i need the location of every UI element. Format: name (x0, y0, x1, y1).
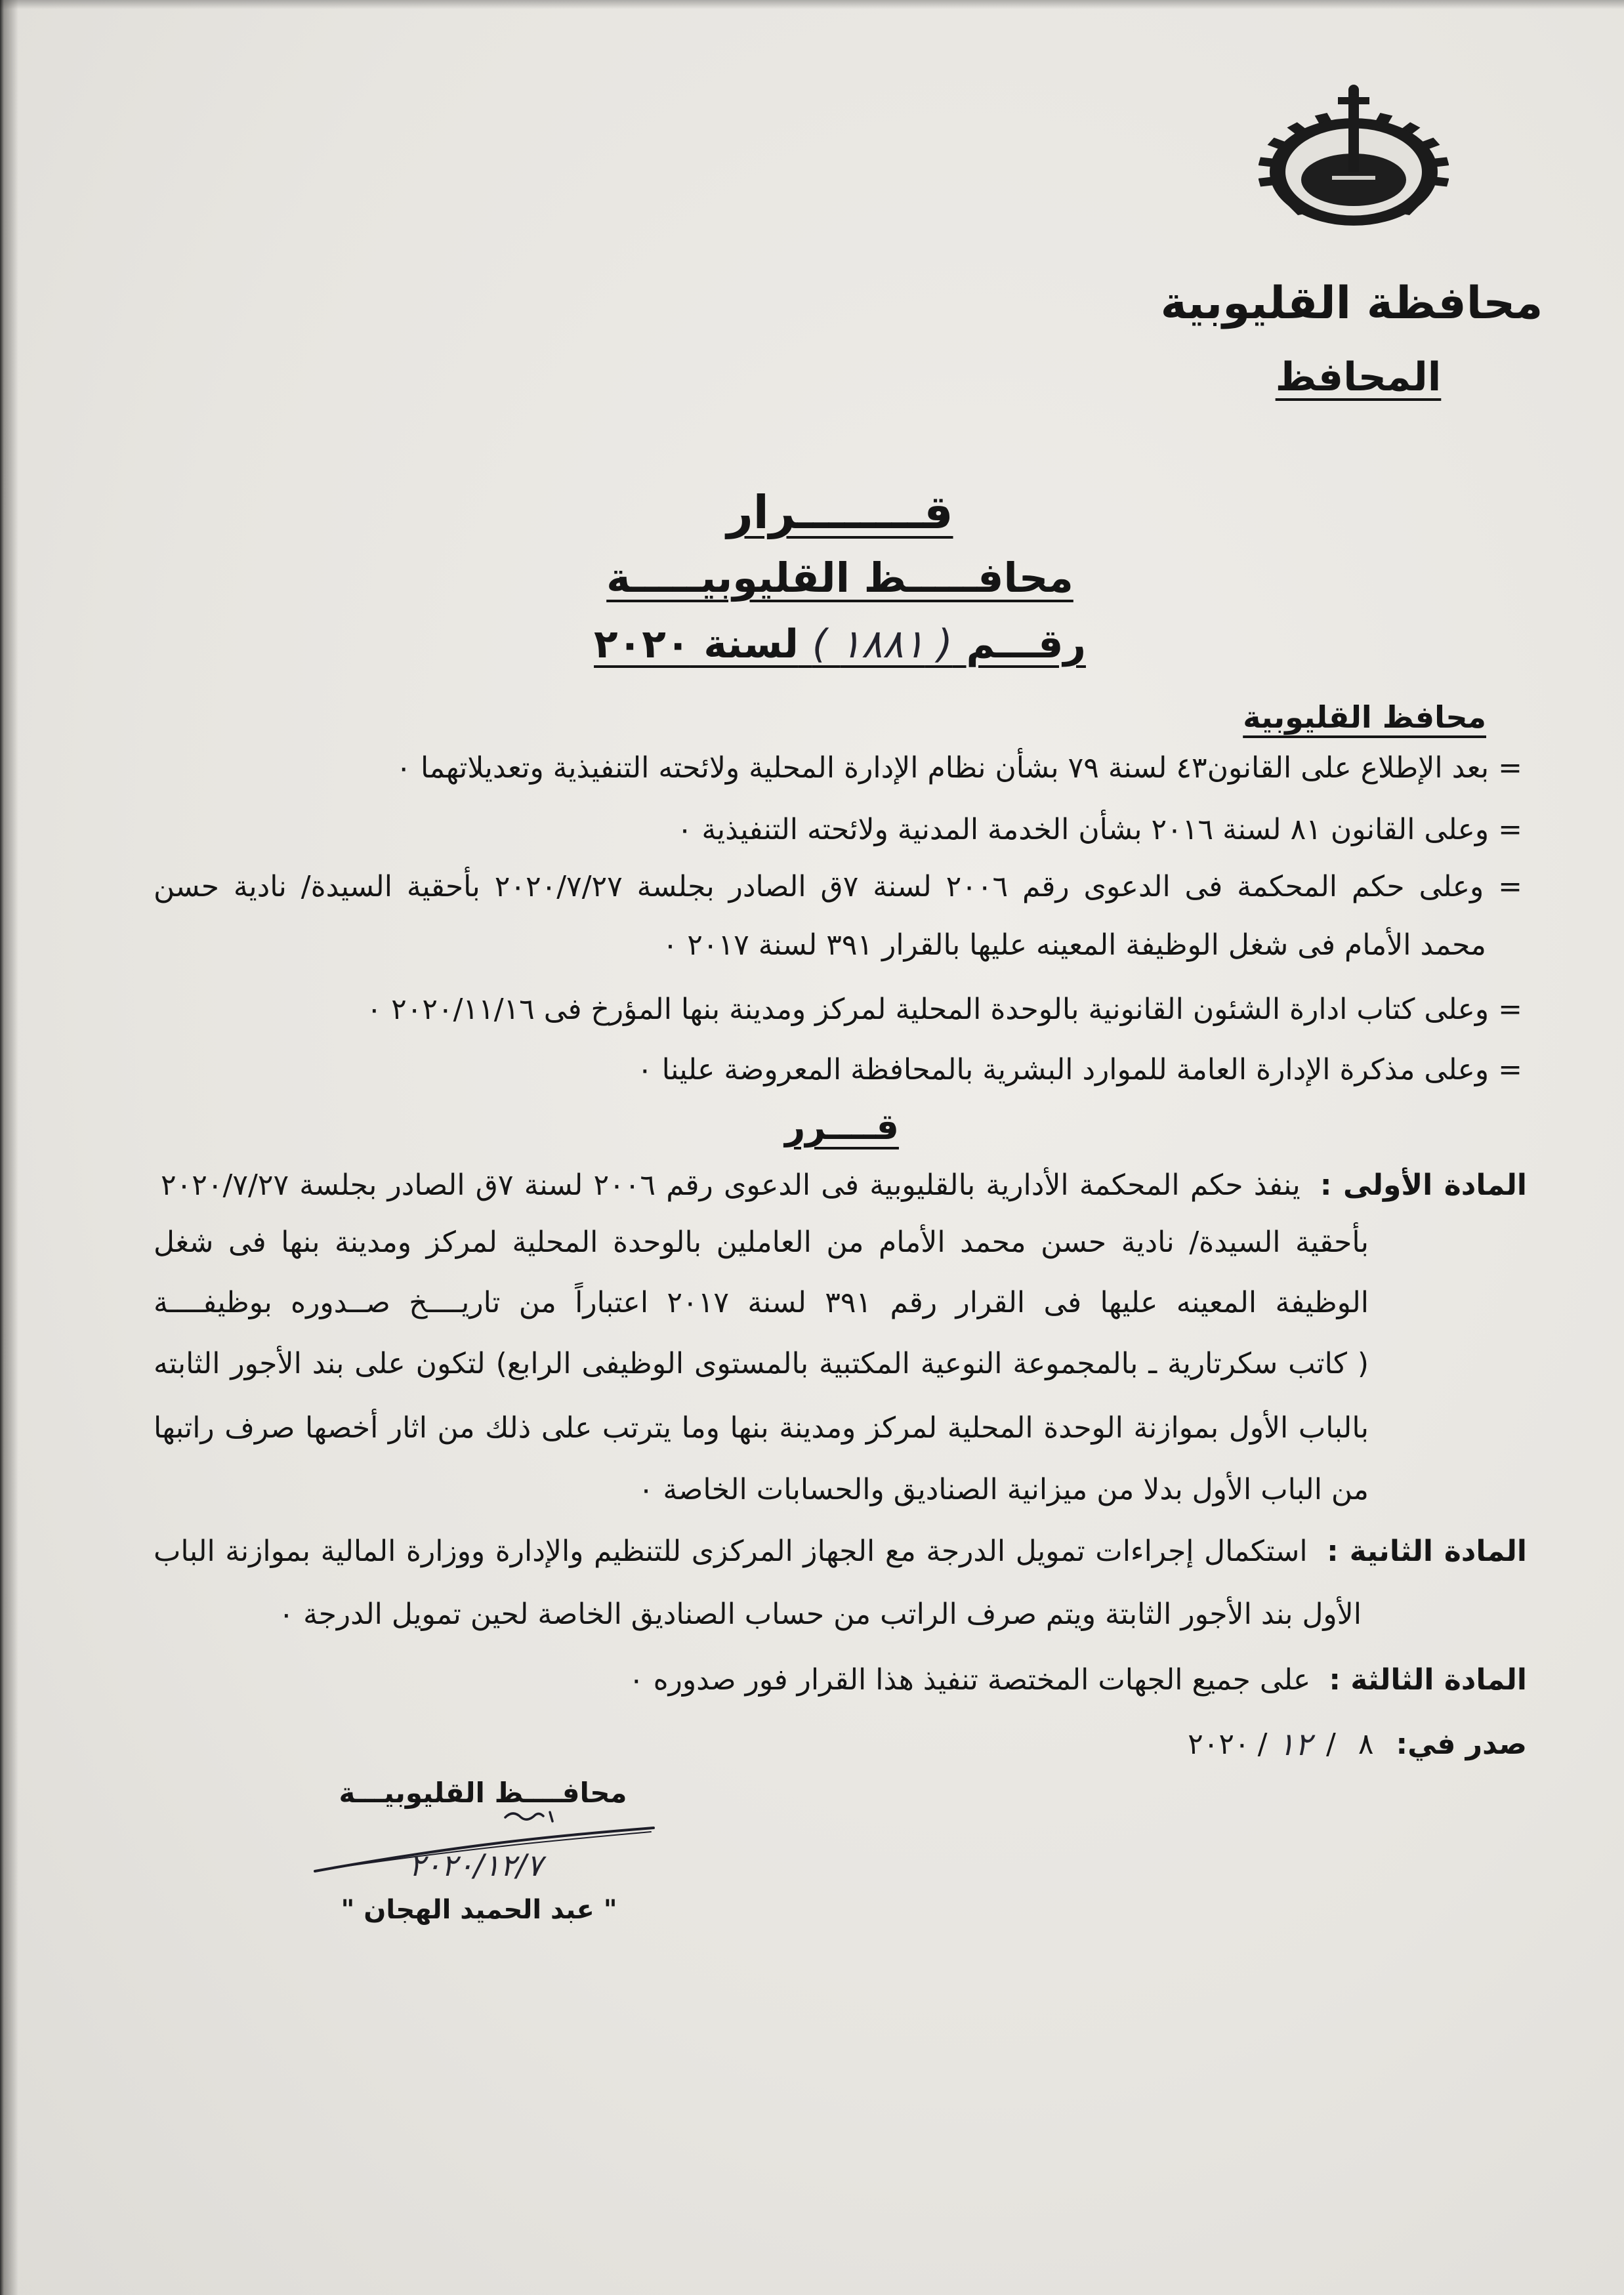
article-3-text: على جميع الجهات المختصة تنفيذ هذا القرار فور صدوره ٠ (629, 1663, 1311, 1697)
signature-date: ٢٠٢٠/١٢/٧ (409, 1848, 543, 1883)
decision-year: لسنة ٢٠٢٠ (594, 621, 799, 667)
article-2-text: استكمال إجراءات تمويل الدرجة مع الجهاز المركزى للتنظيم والإدارة ووزارة المالية بموازنة الباب (154, 1535, 1308, 1568)
preamble-item: = وعلى مذكرة الإدارة العامة للموارد البشرية بالمحافظة المعروضة علينا ٠ (637, 1053, 1522, 1086)
issue-date-label: صدر في: (1396, 1727, 1527, 1761)
issuer-title: محافـــــظ القليوبيـــــة (606, 554, 1073, 602)
issue-month: ١٢ (1278, 1726, 1312, 1763)
article-1-text: ( كاتب سكرتارية ـ بالمجموعة النوعية المكتبية بالمستوى الوظيفى الرابع) لتكون على بند الأجور الثابته (154, 1347, 1369, 1380)
article-1-line (161, 1163, 1527, 1209)
governorate-emblem-icon (1259, 84, 1449, 228)
governorate-title: محافظة القليوبية (1160, 278, 1543, 329)
preamble-item: = وعلى القانون ٨١ لسنة ٢٠١٦ بشأن الخدمة المدنية ولائحته التنفيذية ٠ (677, 813, 1522, 846)
signatory-title: محافــــظ القليوبيـــة (339, 1777, 627, 1809)
article-1-text: ينفذ حكم المحكمة الأدارية بالقليوبية فى الدعوى رقم ٢٠٠٦ لسنة ٧ق الصادر بجلسة ٢٠٢٠/٧/٢٧ (161, 1168, 1301, 1202)
article-1-label: المادة الأولى : (1320, 1168, 1527, 1202)
preamble-item: = وعلى كتاب ادارة الشئون القانونية بالوحدة المحلية لمركز ومدينة بنها المؤرخ فى ٢٠٢٠/١١/١٦ ٠ (366, 993, 1522, 1026)
decided-heading: قــــرر (785, 1106, 899, 1148)
date-separator: / (1326, 1727, 1336, 1761)
article-2-line (154, 1529, 1527, 1575)
issue-day: ٨ (1358, 1727, 1374, 1761)
article-3-line (161, 1657, 1527, 1703)
preamble-item-continuation: محمد الأمام فى شغل الوظيفة المعينه عليها بالقرار ٣٩١ لسنة ٢٠١٧ ٠ (662, 928, 1486, 962)
article-1-text: من الباب الأول بدلا من ميزانية الصناديق والحسابات الخاصة ٠ (638, 1473, 1369, 1506)
preamble-item: = بعد الإطلاع على القانون٤٣ لسنة ٧٩ بشأن نظام الإدارة المحلية ولائحته التنفيذية وتعديلاتهما ٠ (396, 751, 1522, 785)
decision-title: قــــــــرار (726, 486, 953, 539)
article-3-label: المادة الثالثة : (1329, 1663, 1527, 1697)
preamble-heading: محافظ القليوبية (1243, 699, 1486, 735)
article-1-text: بالباب الأول بموازنة الوحدة المحلية لمركز ومدينة بنها وما يترتب على ذلك من اثار أخصها صرف راتبها (154, 1411, 1369, 1445)
issue-date (1068, 1722, 1527, 1768)
date-separator: / (1257, 1727, 1268, 1761)
decision-number: ( ١٨٨١ ) (812, 621, 953, 667)
article-2-text: الأول بند الأجور الثابتة ويتم صرف الراتب من حساب الصناديق الخاصة لحين تمويل الدرجة ٠ (278, 1598, 1362, 1631)
office-title: المحافظ (1275, 354, 1442, 400)
article-1-text: بأحقية السيدة/ نادية حسن محمد الأمام من العاملين بالوحدة المحلية لمركز ومدينة بنها فى شغل (154, 1226, 1369, 1259)
article-2-label: المادة الثانية : (1327, 1535, 1527, 1568)
signatory-name: " عبد الحميد الهجان " (341, 1895, 617, 1925)
decision-number-line (512, 619, 1168, 669)
decision-number-label: رقـــم (966, 621, 1086, 667)
preamble-item: = وعلى حكم المحكمة فى الدعوى رقم ٢٠٠٦ لسنة ٧ق الصادر بجلسة ٢٠٢٠/٧/٢٧ بأحقية السيدة/ نادية حسن (154, 870, 1522, 903)
article-1-text: الوظيفة المعينه عليها فى القرار رقم ٣٩١ لسنة ٢٠١٧ اعتباراً من تاريــــخ صــدوره بوظيفــــة (154, 1286, 1369, 1319)
issue-year: ٢٠٢٠ (1188, 1727, 1250, 1761)
